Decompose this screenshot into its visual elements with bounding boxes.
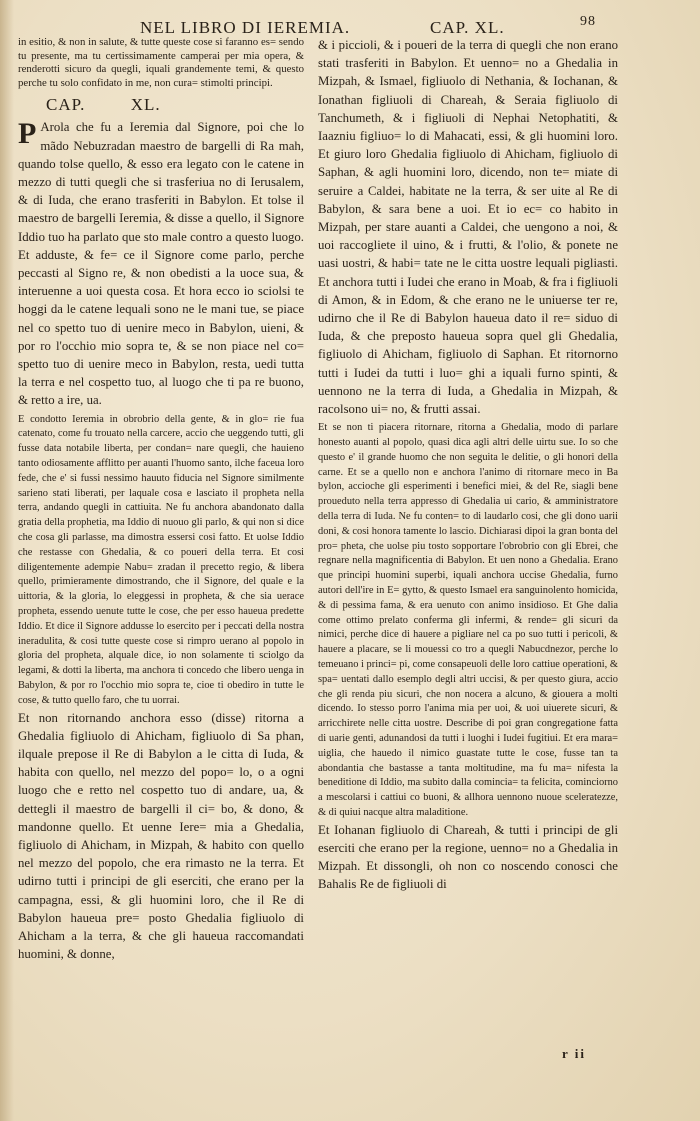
chapter-heading-cap: CAP. bbox=[46, 95, 86, 115]
top-note: in esitio, & non in salute, & tutte queste cose si faranno es= sendo tu presente, ma tu certissimamente camperai per mia opera, & renderotti sicuro da quegli, iquali grandemente temi, & questo perche tu solo confidato in me, non cura= stimolti principi. bbox=[18, 36, 304, 89]
running-title: NEL LIBRO DI IEREMIA. bbox=[140, 18, 351, 37]
left-column bbox=[18, 36, 304, 963]
chapter-text bbox=[18, 118, 304, 409]
right-column bbox=[318, 36, 618, 894]
chapter-text-body: Arola che fu a Ieremia dal Signore, poi che lo mãdo Nebuzradan maestro de bargelli di Ra mah, quando tolse quello, & esso era legato con le catene in mezzo di tutti quegli che si trasferiua no di Ierusalem, & di Iuda, che erano trasferiti in Babylon. Et tolse il maestro de bargelli Ieremia, & disse a quello, il Signore Iddio tuo ha parlato que sto male contro a questo luogo. Et adduste, & fe= ce il Signore come parlo, perche peccasti al Signo re, & non obedisti a la uoce sua, & interuenne a uoi questa cosa. Et hora ecco io sciolsi te hoggi da le catene lequali sono ne le mani tue, se piace nel co spetto tuo di uenire meco in Babylon, uieni, & por ro l'occhio mio sopra te, & se non piace nel co= spetto tuo di uenire meco in Babylon, resta, uedi tutta la terra e nel cospetto tuo, al luogo che ti pa re buono, & retto a ire, ua. bbox=[18, 120, 304, 408]
header-chapter: CAP. XL. bbox=[430, 18, 505, 37]
right-commentary: Et se non ti piacera ritornare, ritorna a Ghedalia, modo di parlare honesto auanti al popolo, quasi dica agli altri delle uirtu sue. Io so che questo e' il grande huomo che non seguita le delitie, o gli honori della carne. Et se a quello non e anchora l'animo di ritornare meco in Ba bylon, accioche gli esperimenti i benefici miei, & del Re, siagli bene proueduto nella terra appresso di Ghedalia ui cario, & amministratore della terra di Iuda. Ne fu conten= to di laudarlo cosi, che gli dono uarii doni, & cosi honora tamente lo lascio. Dichiarasi dipoi la gran bonta del pro= pheta, che uolse piu tosto sopportare l'obrobrio con gli Ebrei, che regnare nella magnificentia di Babylon. Et uen nono a Ghedalia. Erano que principi huomini superbi, iquali anchora uccise Ghedalia, furno autori dell'ire in E= gytto, & questo Ismael era sanguinolento homicida, & di pessima fama, & era uenuto con animo insidioso. Et Ghe dalia come ottimo prelato conferma gli infermi, & rende= gli sicuri da nimici, perche dice di hauere a pigliare nel ca po suo tutti i pericoli, & hauere a placare, se li mouessi co tro a quegli Nabucdnezor, perche lo temeuano i princi= pi, come consapeuoli delle loro cattiue operationi, & spa= uentati dallo esemplo degli altri uccisi, & per questo giura, accio che gli renda piu sicuri, che non nocera a alcuno, & giouera a molti dicendo. Io stesso porro l'anima mia per uoi, & uoi uiuerete sicuri, & arricchirete nelle citta uostre. Describe di poi gran congregatione fatta di uarie genti, adunandosi da tutti i luoghi i Iudei fugitiui. Et era mara= uiglia, che hauedo il nimico guastate tutte le cose, fusse tan ta abondantia che bastasse a tanta moltitudine, ma fu ma= nifesta la beneditione di Iddio, ma subito dalla comincia= ta felicita, cominciorno a mescolarsi i cattiui co buoni, & allhora uennono nuoue sceleratezze, & di quiui nacque altra maladitione. bbox=[318, 422, 618, 818]
left-continuation: Et non ritornando anchora esso (disse) ritorna a Ghedalia figliuolo di Ahicham, figliuolo di Sa phan, ilquale prepose il Re di Babylon a le citta di Iuda, & habita con quello, nel mezzo del popo= lo, o a ogni luogo che e retto nel cospetto tuo di andare, ua, & dettegli il maestro de bargelli il ci= bo, & dono, & mandonne quello. Et uenne Iere= mia a Ghedalia, figliuolo di Ahicham, in Mizpah, & habito con quello nel mezzo del popolo, che era rimasto ne la terra. Et udirno tutti i principi de gli eserciti, che erano per la campagna, essi, & gli huomini loro, che il Re di Babylon haueua pre= posto Ghedalia figliuolo di Ahicham a la terra, & che gli haueua raccomandati huomini, & donne, bbox=[18, 710, 304, 962]
folio-number: 98 bbox=[580, 14, 596, 29]
binding-gutter bbox=[0, 0, 14, 1121]
drop-cap: P bbox=[18, 117, 37, 151]
chapter-heading bbox=[46, 94, 304, 116]
left-commentary: E condotto Ieremia in obrobrio della gente, & in glo= rie fua catenato, come fu trouato nella carcere, accio che ueggendo tutti, gli fusse data notabile liberta, per condan= nare quegli, che hauieno tanto odiosamente afflitto per auanti l'huomo santo, ilche faceua loro fede, che e' si fussi nessimo hauuto fiducia nel Signore similmente sarieno stati liberati, per laquale cosa e lasciato il propheta nella terra, andando quegli in cattiuita. Ne fu anchora abandonato dalla gratia della prophetia, ma Iddio di nuouo gli parlo, & qui non si dice che cosa gli parlasse, ma dimostra essersi cosi fatto. Et uolse Iddio che restasse con Ghedalia, & co poueri della terra. Et cosi diligentemente adempie Nabu= zradan il precetto regio, & libera quello, primieramente dimostrando, che il Signore, del quale e la uittoria, & la gloria, lo eleggessi in propheta, & che sia uerace propheta, essendo uenute tutte le cose, che per esso haueua predette Iddio. Et dice il Signore addusse lo esercito per i peccati della nostra ineradulita, & cosi tutte queste cose si rimpro uerano al popolo in gloria del propheta, alquale dice, io non solamente ti sciolgo da legami, & dotti la liberta, ma anchora ti concedo che libero uenga in Babylon, & por ro l'occhio mio sopra te, cioe ti obediro in tutte le cose, & tutto quello faro, che tu uorrai. bbox=[18, 413, 304, 706]
right-continuation: Et Iohanan figliuolo di Chareah, & tutti i principi de gli eserciti che erano per la regione, uenno= no a Ghedalia in Mizpah. Et dissongli, oh non co noscendo conosci che Bahalis Re de figliuoli di bbox=[318, 822, 618, 892]
chapter-heading-number: XL. bbox=[130, 95, 161, 115]
signature-mark: r ii bbox=[562, 1046, 587, 1061]
right-text: & i piccioli, & i poueri de la terra di quegli che non erano stati trasferiti in Babylon. Et uenno= no a Ghedalia in Mizpah, & Ismael, figliuolo di Nethania, & Iochanan, & Ionathan figliuoli di Chareah, & Seraia figliuolo di Tanchumeth, & i figliuoli di Nephai Netophatiti, & Iaazniu figliuo= lo di Mahacati, essi, & gli huomini loro. Et giuro loro Ghedalia figliuolo di Ahicham, figliuolo di Saphan, & agli huomini loro, dicendo, non te= miate di seruire a Caldei, habitate ne la terra, & ser uite al Re di Babylon, & sara bene a uoi. Et io ec= co habito in Mizpah, per stare auanti a Caldei, che uengono a noi, & uoi raccogliete il uino, & i frutti, & l'olio, & ponete ne uasi uostri, & habi= tate ne le citta uostre lequali pigliasti. Et anchora tutti i Iudei che erano in Moab, & fra i figliuoli di Amon, & in Edom, & che erano ne le uniuerse ter re, udirno che il Re di Babylon haueua dato il re= siduo di Iuda, & che preposto haueua sopra quel gli Ghedalia, figliuolo di Ahicham, figliuolo di Saphan. Et ritornorno tutti i Iudei da tutti i luo= ghi a iquali furno spinti, & uennono ne la terra di Iuda, a Ghedalia in Mizpah, & racolsono ui= no, & frutti assai. bbox=[318, 38, 618, 417]
